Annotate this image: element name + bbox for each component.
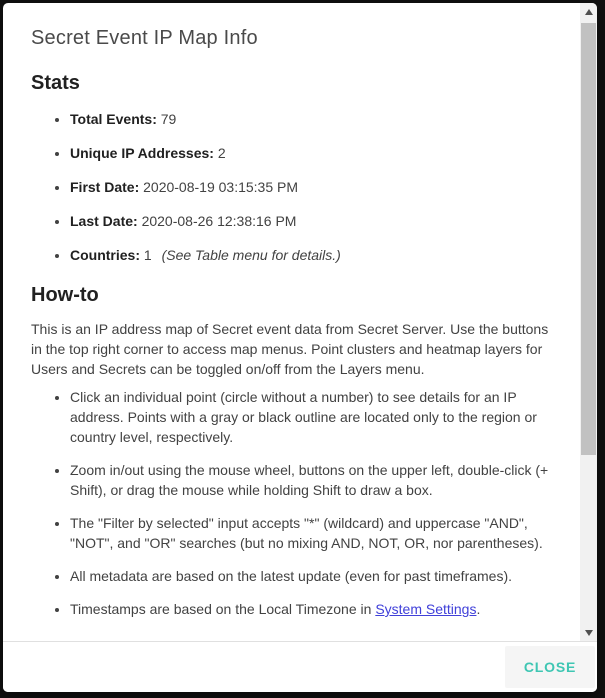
dialog-footer [3,641,597,692]
howto-item-zoom: • Zoom in/out using the mouse wheel, buttons on the upper left, double-click (+ Shift), or drag the mouse while holding Shift to draw a box. [70,460,556,500]
dialog-title: Secret Event IP Map Info [31,27,258,49]
close-button[interactable]: CLOSE [505,646,595,688]
howto-heading: How-to [31,284,99,306]
stat-label: Last Date: [70,213,138,229]
stats-list [31,111,556,263]
stat-unique-ips [70,145,556,161]
stat-label: Unique IP Addresses: [70,145,214,161]
stat-label: Total Events: [70,111,157,127]
scrollbar-thumb[interactable] [581,23,596,455]
stat-value: 2020-08-26 12:38:16 PM [141,213,297,229]
timezone-text: Timestamps are based on the Local Timezone in [70,601,376,617]
stat-last-date [70,213,556,229]
stats-heading: Stats [31,72,80,94]
stat-value: 1 [143,247,152,263]
system-settings-link[interactable]: System Settings [375,601,477,617]
howto-item-filter: • The "Filter by selected" input accepts "*" (wildcard) and uppercase "AND", "NOT", and "OR" searches (but no mixing AND, NOT, OR, nor parentheses). [70,513,556,553]
stat-first-date [70,179,556,195]
scrollbar-down-arrow-icon[interactable] [580,624,597,641]
howto-list [31,387,556,619]
stat-total-events [70,111,556,127]
stat-label: Countries: [70,247,140,263]
stat-value: 2 [217,145,226,161]
dialog-content [3,3,580,641]
stat-countries [70,247,556,263]
dialog-scroll-region [3,3,597,641]
stat-value: 2020-08-19 03:15:35 PM [143,179,299,195]
scrollbar-up-arrow-icon[interactable] [580,3,597,20]
ip-map-info-dialog [3,3,597,692]
stat-value: 79 [160,111,177,127]
stat-label: First Date: [70,179,140,195]
scrollbar[interactable] [580,3,597,641]
stat-note: (See Table menu for details.) [161,247,341,263]
howto-item-timezone [70,599,556,619]
howto-item-metadata: • All metadata are based on the latest update (even for past timeframes). [70,566,556,586]
howto-intro: This is an IP address map of Secret event data from Secret Server. Use the buttons in the top right corner to access map menus. Point clusters and heatmap layers for Users and Secrets can be toggled on/off from the Layers menu. [31,321,549,377]
timezone-suffix: . [476,601,481,617]
howto-item-points: • Click an individual point (circle without a number) to see details for an IP address. Points with a gray or black outline are located only to the region or country level, respectively. [70,387,556,447]
